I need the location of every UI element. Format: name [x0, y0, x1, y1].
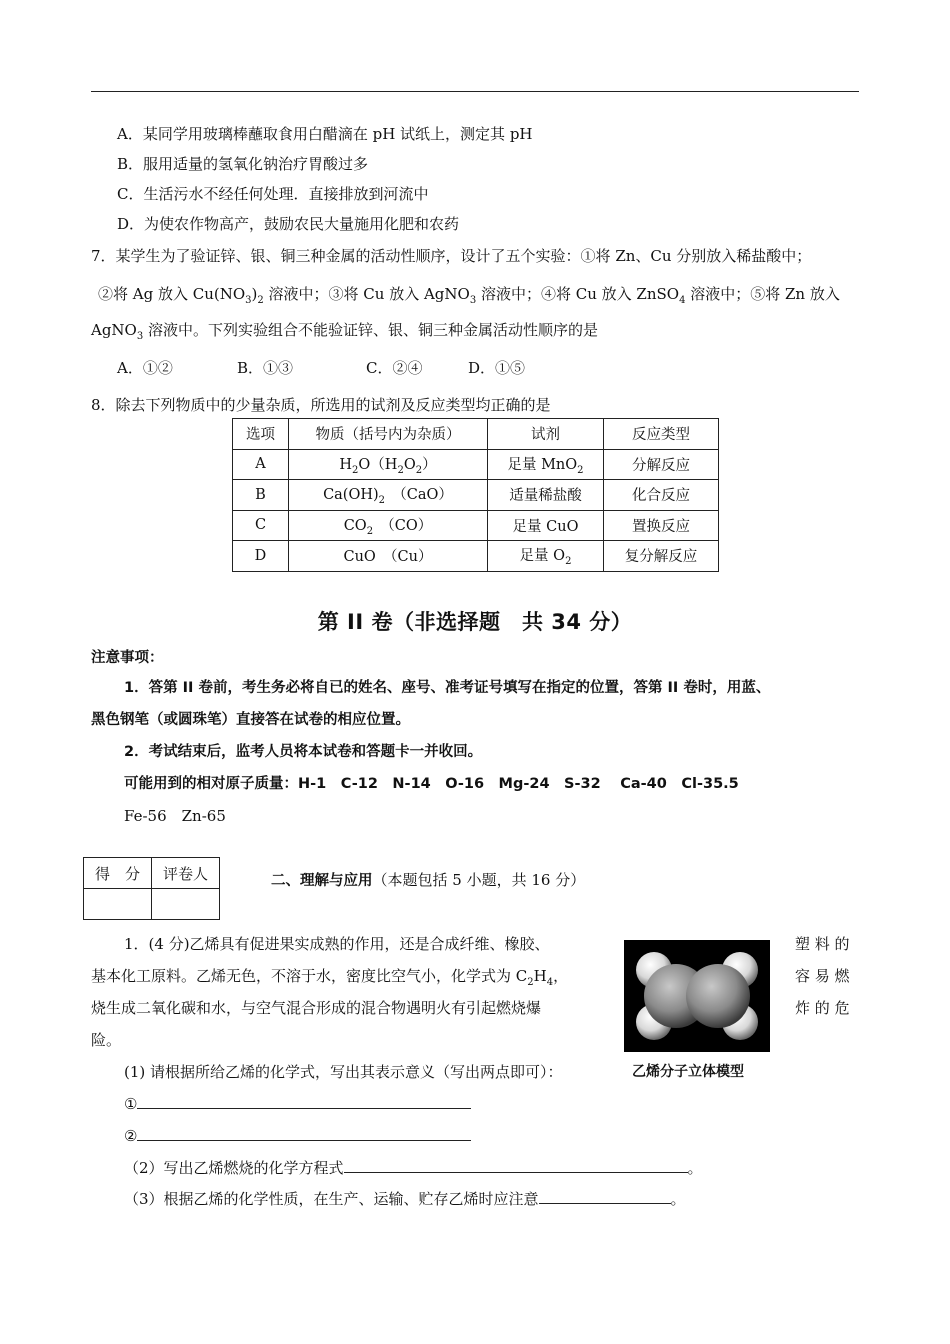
answer-blank-3[interactable]	[344, 1158, 688, 1173]
section-title: 第 II 卷（非选择题 共 34 分）	[317, 610, 633, 634]
q8-table	[232, 418, 719, 572]
q1-line1: 1．(4 分)乙烯具有促进果实成熟的作用，还是合成纤维、橡胶、	[124, 935, 550, 953]
q1-line2-right: 容 易 燃	[795, 967, 850, 985]
q1-sub2: （2）写出乙烯燃烧的化学方程式 。	[124, 1159, 703, 1177]
answer-blank-4[interactable]	[539, 1189, 671, 1204]
q7-stem-line3: AgNO$_3$ 溶液中。下列实验组合不能验证锌、银、铜三种金属活动性顺序的是	[91, 321, 599, 342]
q7-option-b: B．①③	[237, 359, 294, 377]
table-row	[233, 449, 719, 480]
table-row	[233, 480, 719, 511]
q7-option-a: A．①②	[117, 359, 173, 377]
q7-stem-line2: ②将 Ag 放入 $Cu(NO_3)_2$ 溶液中；③将 Cu 放入 AgNO$_3$ 溶液中；④将 Cu 放入 ZnSO$_4$ 溶液中；⑤将 Zn 放入	[98, 285, 840, 306]
score-label: 得 分	[84, 858, 152, 889]
q8-stem: 8．除去下列物质中的少量杂质，所选用的试剂及反应类型均正确的是	[91, 396, 551, 414]
q1-line2: 基本化工原料。乙烯无色，不溶于水，密度比空气小，化学式为 $C_2H_4$，	[91, 967, 569, 988]
q1-sub1: (1) 请根据所给乙烯的化学式，写出其表示意义（写出两点即可）：	[124, 1063, 563, 1081]
row-substance: $Ca(OH)_2$ （CaO）	[289, 480, 488, 511]
row-reagent: 足量 CuO	[488, 510, 604, 541]
q1-line3-right: 炸 的 危	[795, 999, 850, 1017]
atomic-mass-line1: 可能用到的相对原子质量：H-1 C-12 N-14 O-16 Mg-24 S-32 Ca-40 Cl-35.5	[124, 776, 739, 792]
header-reagent: 试剂	[488, 419, 604, 450]
row-type: 化合反应	[604, 480, 719, 511]
q1-sub3: （3）根据乙烯的化学性质，在生产、运输、贮存乙烯时应注意 。	[124, 1190, 686, 1208]
row-substance: $CO_2$ （CO）	[289, 510, 488, 541]
header-substance: 物质（括号内为杂质）	[289, 419, 488, 450]
row-reagent: 适量稀盐酸	[488, 480, 604, 511]
atomic-mass-line2: Fe-56 Zn-65	[124, 807, 226, 825]
header-rule	[91, 91, 859, 92]
header-option: 选项	[233, 419, 289, 450]
ethylene-molecule-icon	[624, 940, 770, 1052]
row-option: A	[233, 449, 289, 480]
part2-heading: 二、理解与应用（本题包括 5 小题，共 16 分）	[271, 871, 586, 889]
q6-option-a: A．某同学用玻璃棒蘸取食用白醋滴在 pH 试纸上，测定其 pH	[117, 125, 533, 143]
row-substance: $H_2O(H_2O_2)$	[289, 449, 488, 480]
q6-option-b: B．服用适量的氢氧化钠治疗胃酸过多	[117, 155, 369, 173]
notice-1b: 黑色钢笔（或圆珠笔）直接答在试卷的相应位置。	[91, 712, 410, 728]
model-caption: 乙烯分子立体模型	[632, 1064, 744, 1080]
q6-option-c: C．生活污水不经任何处理．直接排放到河流中	[117, 185, 429, 203]
notice-label: 注意事项：	[91, 650, 164, 666]
q1-line1-right: 塑 料 的	[795, 935, 850, 953]
score-box	[83, 857, 220, 920]
answer-blank-2[interactable]	[137, 1126, 471, 1141]
grader-cell[interactable]	[152, 889, 220, 920]
row-reagent: 足量 $O_2$	[488, 541, 604, 572]
q1-line4: 险。	[91, 1031, 122, 1049]
row-reagent: 足量 MnO$_2$	[488, 449, 604, 480]
row-option: B	[233, 480, 289, 511]
row-type: 分解反应	[604, 449, 719, 480]
score-cell[interactable]	[84, 889, 152, 920]
answer-blank-1[interactable]	[137, 1094, 471, 1109]
q1-blank2-row: ②	[124, 1126, 471, 1146]
row-option: C	[233, 510, 289, 541]
row-type: 置换反应	[604, 510, 719, 541]
table-row	[233, 510, 719, 541]
grader-label: 评卷人	[152, 858, 220, 889]
q1-blank1-row: ①	[124, 1094, 471, 1114]
notice-2: 2．考试结束后，监考人员将本试卷和答题卡一并收回。	[124, 744, 483, 760]
row-substance: CuO （Cu）	[289, 541, 488, 572]
q6-option-d: D．为使农作物高产，鼓励农民大量施用化肥和农药	[117, 215, 460, 233]
q7-stem-line1: 7．某学生为了验证锌、银、铜三种金属的活动性顺序，设计了五个实验：①将 Zn、Cu 分别放入稀盐酸中；	[91, 247, 812, 265]
q7-option-c: C．②④	[366, 359, 423, 377]
notice-1a: 1．答第 II 卷前，考生务必将自已的姓名、座号、准考证号填写在指定的位置，答第 II 卷时，用蓝、	[124, 680, 771, 696]
q7-option-d: D．①⑤	[468, 359, 526, 377]
row-option: D	[233, 541, 289, 572]
ethylene-model-image	[624, 940, 770, 1052]
q1-line3: 烧生成二氧化碳和水，与空气混合形成的混合物遇明火有引起燃烧爆	[91, 999, 542, 1017]
row-type: 复分解反应	[604, 541, 719, 572]
header-reaction-type: 反应类型	[604, 419, 719, 450]
table-row	[233, 541, 719, 572]
